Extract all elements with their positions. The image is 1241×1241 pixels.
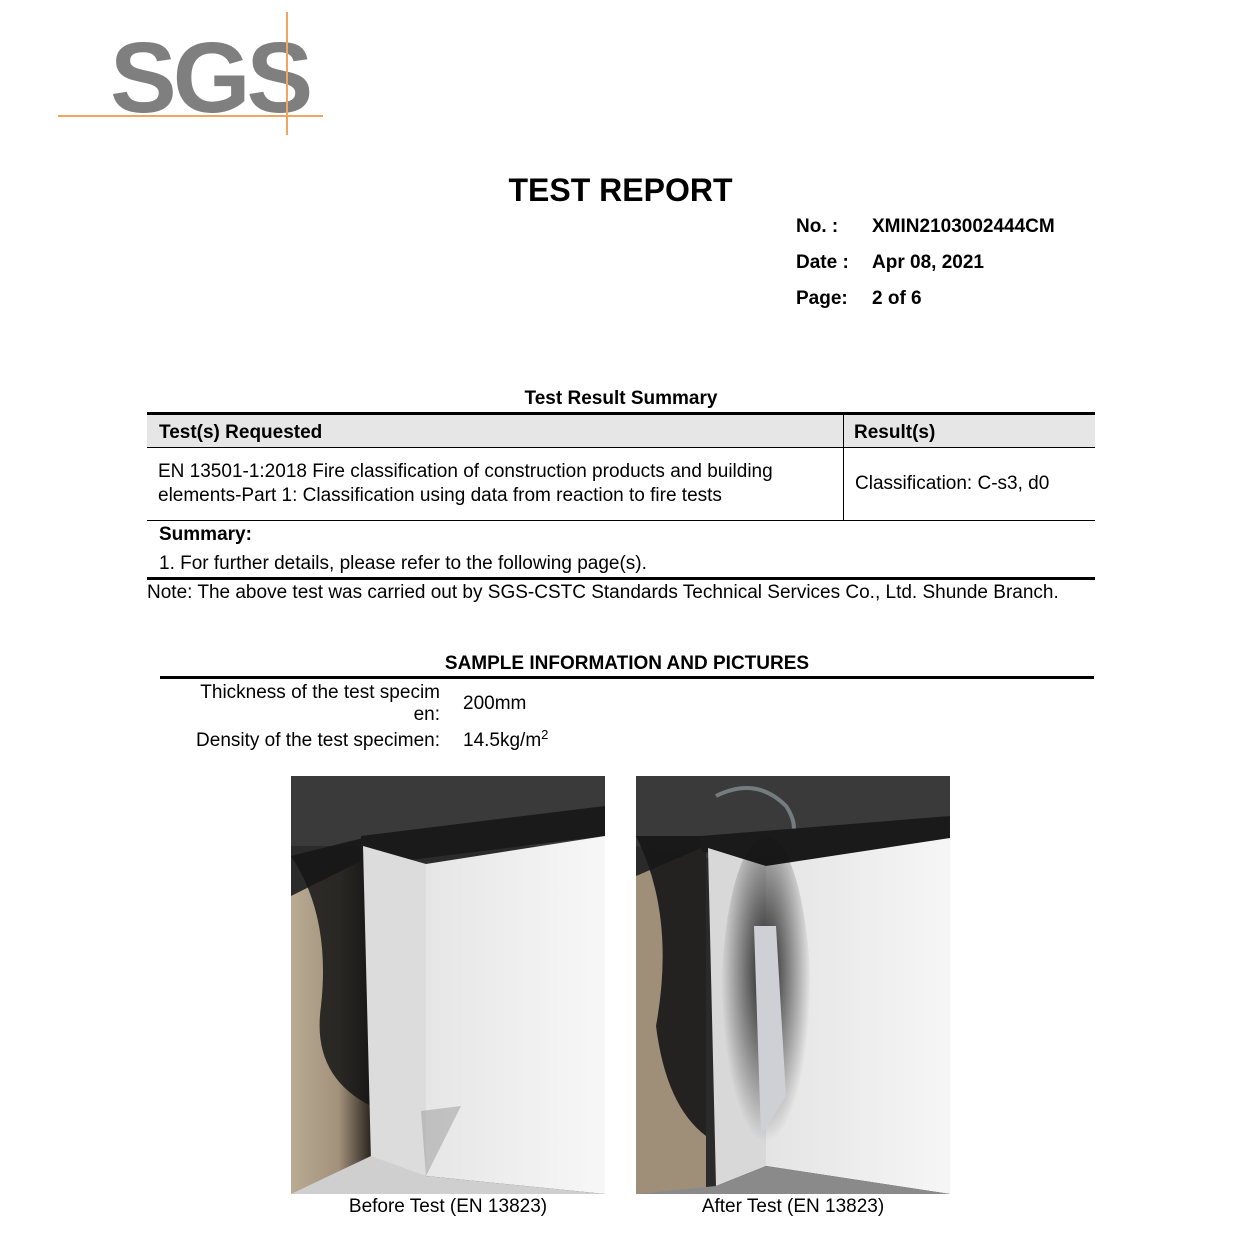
density-exponent: 2 bbox=[541, 727, 549, 742]
sample-divider bbox=[160, 676, 1094, 679]
thickness-value: 200mm bbox=[463, 693, 527, 714]
density-value bbox=[463, 727, 549, 752]
test-requested-cell: EN 13501-1:2018 Fire classification of construction products and building elements-Part 1: Classification using data from reaction to fire tests bbox=[147, 448, 844, 521]
svg-text:SGS: SGS bbox=[110, 22, 310, 134]
report-number bbox=[796, 216, 1055, 238]
summary-table bbox=[147, 412, 1095, 521]
result-cell: Classification: C-s3, d0 bbox=[844, 448, 1096, 521]
report-date-label: Date : bbox=[796, 252, 849, 273]
table-row bbox=[147, 448, 1095, 521]
report-page bbox=[796, 288, 922, 310]
sgs-logo bbox=[58, 12, 328, 137]
summary-divider bbox=[147, 577, 1095, 580]
thickness-label-line-2: en: bbox=[413, 704, 440, 725]
summary-heading: Test Result Summary bbox=[524, 388, 718, 409]
before-test-photo bbox=[291, 776, 605, 1194]
thickness-label-line-1: Thickness of the test specim bbox=[200, 682, 440, 703]
test-note: Note: The above test was carried out by SGS-CSTC Standards Technical Services Co., Ltd. Shunde Branch. bbox=[147, 582, 1059, 603]
column-header-test: Test(s) Requested bbox=[147, 414, 844, 448]
report-title: TEST REPORT bbox=[508, 172, 733, 208]
thickness-label bbox=[160, 682, 440, 726]
density-label: Density of the test specimen: bbox=[196, 730, 440, 751]
report-page-value: 2 of 6 bbox=[872, 288, 922, 309]
before-test-caption: Before Test (EN 13823) bbox=[348, 1196, 548, 1217]
report-number-label: No. : bbox=[796, 216, 839, 237]
report-date-value: Apr 08, 2021 bbox=[872, 252, 984, 273]
summary-item: 1. For further details, please refer to the following page(s). bbox=[159, 553, 647, 574]
sample-heading: SAMPLE INFORMATION AND PICTURES bbox=[444, 653, 810, 674]
after-test-photo bbox=[636, 776, 950, 1194]
summary-label: Summary: bbox=[159, 524, 252, 545]
column-header-result: Result(s) bbox=[844, 414, 1096, 448]
density-number: 14.5kg/m bbox=[463, 730, 542, 751]
after-test-caption: After Test (EN 13823) bbox=[701, 1196, 885, 1217]
report-number-value: XMIN2103002444CM bbox=[872, 216, 1055, 237]
summary-header-row bbox=[147, 414, 1095, 448]
report-page-label: Page: bbox=[796, 288, 848, 309]
report-date bbox=[796, 252, 984, 274]
